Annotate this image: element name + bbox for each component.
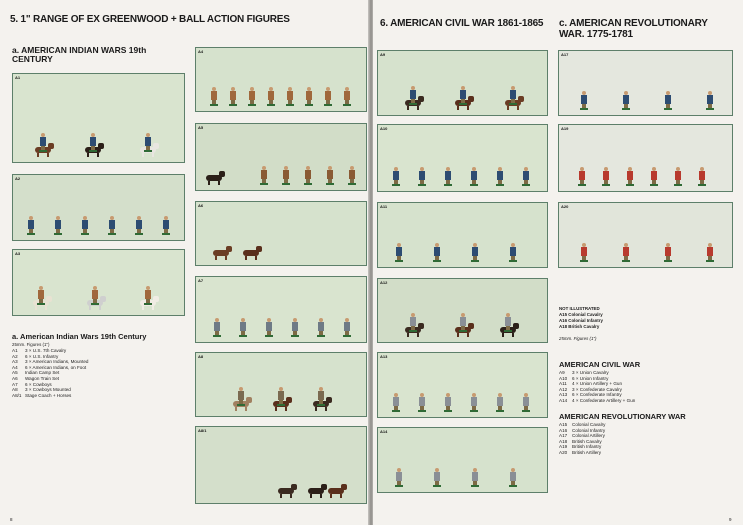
photo-a17 — [558, 50, 733, 116]
item-description: Colonial Cavalry — [572, 422, 606, 427]
photo-tag: A14 — [380, 429, 388, 434]
not-illustrated-title: NOT ILLUSTRATED — [559, 306, 600, 311]
miniature-figure — [460, 313, 466, 326]
photo-tag: A12 — [380, 280, 388, 285]
miniature-horse — [276, 484, 298, 498]
photo-tag: A6 — [198, 203, 204, 208]
not-illustrated-item: A16 Colonial Infantry — [559, 318, 603, 323]
item-code: A12 — [559, 386, 568, 392]
miniature-figure — [472, 468, 478, 486]
item-description: 3 × Confederate Cavalry — [572, 386, 622, 392]
item-code: A4 — [12, 364, 18, 370]
miniature-figure — [38, 286, 44, 299]
miniature-figure — [393, 393, 399, 411]
miniature-figure — [163, 216, 169, 234]
miniature-figure — [109, 216, 115, 234]
not-illustrated-item: A18 British Cavalry — [559, 324, 600, 329]
miniature-figure — [278, 387, 284, 400]
photo-a20 — [558, 202, 733, 268]
miniature-horse — [326, 484, 348, 498]
miniature-figure — [396, 243, 402, 261]
miniature-figure — [238, 387, 244, 400]
miniature-figure — [665, 243, 671, 261]
photo-a8-1 — [195, 426, 367, 504]
section-heading-indian-wars: a. AMERICAN INDIAN WARS 19th CENTURY — [12, 45, 147, 64]
item-description: Colonial Infantry — [572, 427, 606, 433]
photo-tag: A4 — [198, 49, 204, 54]
miniature-figure — [90, 133, 96, 146]
miniature-figure — [230, 87, 236, 105]
list-subtitle: 25mm. Figures (1") — [12, 342, 50, 347]
miniature-figure — [145, 286, 151, 299]
photo-a8 — [195, 352, 367, 417]
miniature-figure — [327, 166, 333, 184]
miniature-figure — [707, 243, 713, 261]
civil-war-heading: AMERICAN CIVIL WAR — [559, 360, 641, 369]
miniature-figure — [344, 318, 350, 336]
item-code: A11 — [559, 381, 567, 387]
item-description: 4 × Union Artillery + Gun — [572, 381, 623, 387]
item-description: 3 × U.S. 7th Cavalry — [25, 348, 67, 353]
left-page — [0, 0, 370, 525]
civil-war-item-list — [559, 370, 729, 404]
miniature-figure — [318, 387, 324, 400]
item-description: 3 × American Indians, Mounted — [25, 359, 89, 365]
item-description: 3 × Cowboys Mounted — [25, 387, 71, 393]
miniature-figure — [472, 243, 478, 261]
miniature-figure — [665, 91, 671, 109]
item-code: A6 — [12, 375, 18, 381]
photo-a5 — [195, 123, 367, 191]
photo-a13 — [377, 352, 548, 418]
photo-tag: A8/1 — [198, 428, 207, 433]
item-description: Indian Camp Set — [25, 370, 60, 376]
miniature-figure — [283, 166, 289, 184]
miniature-figure — [145, 133, 151, 146]
item-description: 3 × Union Cavalry — [572, 370, 609, 375]
item-description: 6 × Cowboys — [25, 381, 52, 387]
left-page-title: 5. 1" RANGE OF EX GREENWOOD + BALL ACTION FIGURES — [10, 14, 290, 25]
right-page — [373, 0, 743, 525]
item-description: 6 × Confederate Infantry — [572, 392, 622, 398]
list-item — [559, 398, 729, 404]
miniature-figure — [344, 87, 350, 105]
miniature-horse — [204, 171, 226, 185]
miniature-figure — [28, 216, 34, 234]
revolutionary-war-heading: AMERICAN REVOLUTIONARY WAR — [559, 412, 686, 421]
photo-tag: A20 — [561, 204, 569, 209]
photo-tag: A3 — [15, 251, 21, 256]
item-description: British Infantry — [572, 444, 602, 450]
item-code: A9 — [559, 370, 565, 375]
photo-a6 — [195, 201, 367, 266]
item-code: A19 — [559, 444, 568, 450]
miniature-figure — [460, 86, 466, 99]
miniature-figure — [55, 216, 61, 234]
photo-a12 — [377, 278, 548, 343]
miniature-figure — [292, 318, 298, 336]
item-description: Colonial Artillery — [572, 433, 605, 439]
item-code: A16 — [559, 427, 568, 433]
miniature-figure — [261, 166, 267, 184]
item-description: British Cavalry — [572, 438, 602, 444]
list-item — [559, 450, 729, 456]
not-illustrated-item: A15 Colonial Cavalry — [559, 312, 603, 317]
item-code: A17 — [559, 433, 568, 439]
photo-tag: A1 — [15, 75, 21, 80]
miniature-figure — [40, 133, 46, 146]
miniature-figure — [410, 86, 416, 99]
photo-a11 — [377, 202, 548, 268]
photo-tag: A10 — [380, 126, 388, 131]
miniature-figure — [325, 87, 331, 105]
item-code: A1 — [12, 348, 18, 353]
photo-a3 — [12, 249, 185, 316]
miniature-figure — [82, 216, 88, 234]
photo-a10 — [377, 124, 548, 192]
list-title: a. American Indian Wars 19th Century — [12, 332, 147, 341]
miniature-figure — [92, 286, 98, 299]
item-code: A7 — [12, 381, 18, 387]
photo-tag: A17 — [561, 52, 569, 57]
miniature-figure — [214, 318, 220, 336]
page-number: 9 — [729, 517, 732, 522]
miniature-figure — [627, 167, 633, 185]
miniature-figure — [305, 166, 311, 184]
miniature-figure — [393, 167, 399, 185]
item-code: A15 — [559, 422, 568, 427]
miniature-horse — [211, 246, 233, 260]
miniature-figure — [445, 393, 451, 411]
item-code: A5 — [12, 370, 18, 376]
item-code: A10 — [559, 375, 568, 381]
miniature-figure — [510, 86, 516, 99]
miniature-figure — [318, 318, 324, 336]
photo-tag: A19 — [561, 126, 569, 131]
item-code: A2 — [12, 353, 18, 359]
photo-tag: A5 — [198, 125, 204, 130]
photo-a2 — [12, 174, 185, 241]
photo-tag: A8 — [198, 354, 204, 359]
miniature-figure — [287, 87, 293, 105]
item-code: A3 — [12, 359, 18, 365]
indian-wars-item-list — [12, 348, 182, 398]
miniature-figure — [497, 167, 503, 185]
miniature-figure — [523, 167, 529, 185]
miniature-horse — [306, 484, 328, 498]
revolutionary-war-item-list — [559, 422, 729, 456]
item-description: 6 × American Indians, on Foot — [25, 364, 87, 370]
item-description: Wagon Train Set — [25, 375, 60, 381]
item-code: A14 — [559, 397, 568, 403]
miniature-figure — [306, 87, 312, 105]
miniature-figure — [603, 167, 609, 185]
photo-tag: A2 — [15, 176, 21, 181]
photo-tag: A11 — [380, 204, 388, 209]
photo-tag: A9 — [380, 52, 386, 57]
miniature-figure — [581, 91, 587, 109]
photo-a19 — [558, 124, 733, 192]
item-description: British Artillery — [572, 449, 602, 455]
miniature-figure — [434, 243, 440, 261]
item-description: 6 × U.S. Infantry — [25, 353, 59, 359]
photo-tag: A13 — [380, 354, 388, 359]
miniature-figure — [523, 393, 529, 411]
photo-a7 — [195, 276, 367, 343]
item-code: A18 — [559, 438, 568, 444]
miniature-figure — [651, 167, 657, 185]
photo-a1 — [12, 73, 185, 163]
civil-war-title: 6. AMERICAN CIVIL WAR 1861-1865 — [380, 18, 544, 29]
item-description: 6 × Union Infantry — [572, 375, 609, 381]
miniature-figure — [249, 87, 255, 105]
miniature-figure — [268, 87, 274, 105]
miniature-horse — [241, 246, 263, 260]
miniature-figure — [434, 468, 440, 486]
miniature-figure — [510, 243, 516, 261]
photo-a14 — [377, 427, 548, 493]
miniature-figure — [445, 167, 451, 185]
photo-a4 — [195, 47, 367, 112]
miniature-figure — [419, 393, 425, 411]
miniature-figure — [707, 91, 713, 109]
item-code: A13 — [559, 392, 568, 398]
miniature-figure — [410, 313, 416, 326]
item-code: A8 — [12, 387, 18, 393]
miniature-figure — [396, 468, 402, 486]
miniature-figure — [211, 87, 217, 105]
miniature-figure — [510, 468, 516, 486]
figures-note: 25mm. Figures (1") — [559, 336, 597, 341]
miniature-figure — [579, 167, 585, 185]
item-description: 4 × Confederate Artillery + Gun — [572, 397, 636, 403]
miniature-figure — [136, 216, 142, 234]
miniature-figure — [240, 318, 246, 336]
miniature-figure — [623, 91, 629, 109]
page-number: 8 — [10, 517, 13, 522]
photo-a9 — [377, 50, 548, 116]
miniature-figure — [623, 243, 629, 261]
miniature-figure — [505, 313, 511, 326]
miniature-figure — [675, 167, 681, 185]
miniature-figure — [581, 243, 587, 261]
item-code: A8/1 — [12, 392, 22, 398]
revolutionary-war-title: c. AMERICAN REVOLUTIONARY WAR. 1775-1781 — [559, 18, 708, 40]
miniature-figure — [419, 167, 425, 185]
photo-tag: A7 — [198, 278, 204, 283]
item-description: Stage Coach + Horses — [25, 392, 72, 398]
item-code: A20 — [559, 449, 568, 455]
miniature-figure — [699, 167, 705, 185]
list-item — [12, 393, 182, 399]
miniature-figure — [497, 393, 503, 411]
miniature-figure — [471, 393, 477, 411]
miniature-figure — [266, 318, 272, 336]
miniature-figure — [349, 166, 355, 184]
miniature-figure — [471, 167, 477, 185]
